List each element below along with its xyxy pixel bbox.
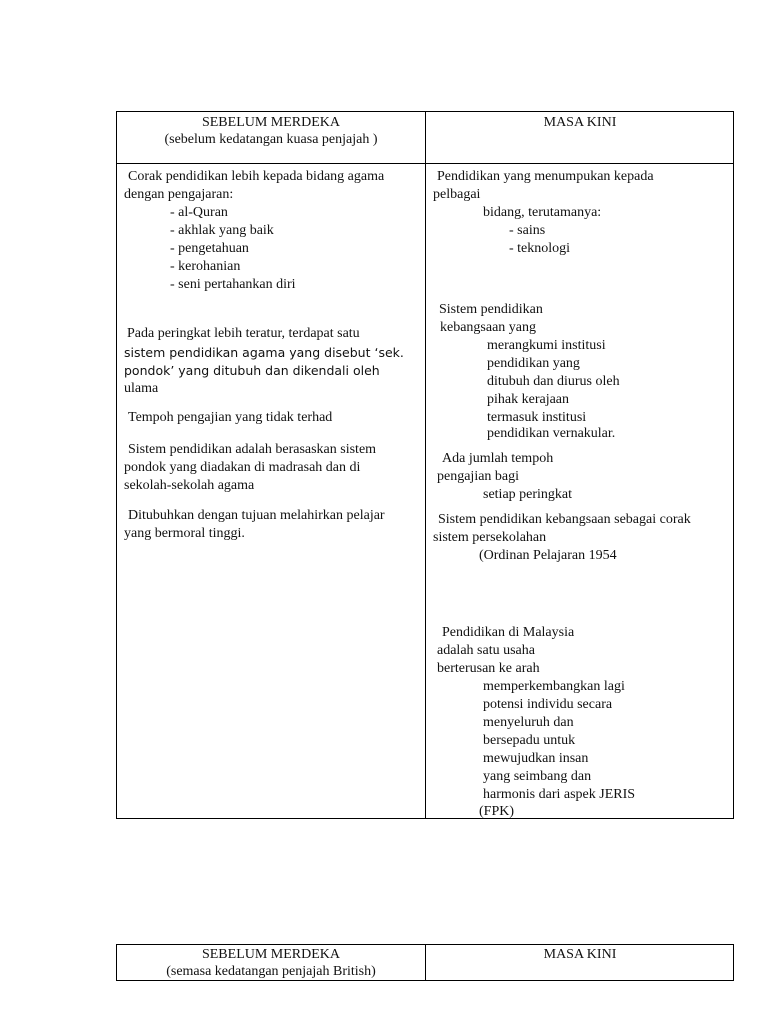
left-bullet: - seni pertahankan diri — [170, 277, 296, 292]
right-p2-line: termasuk institusi — [487, 410, 587, 425]
right-bullet: - teknologi — [509, 241, 571, 256]
right-p5-line: menyeluruh dan — [483, 715, 574, 730]
left-bullet: - al-Quran — [170, 205, 228, 220]
left-p4-line1: Sistem pendidikan adalah berasaskan sistem — [128, 442, 377, 457]
header-left-subtitle: (sebelum kedatangan kuasa penjajah ) — [164, 132, 378, 147]
right-p2-line: pihak kerajaan — [487, 392, 570, 407]
right-p2-line: ditubuh dan diurus oleh — [487, 374, 620, 389]
right-p5-line: memperkembangkan lagi — [483, 679, 625, 694]
left-p5-line2: yang bermoral tinggi. — [124, 526, 245, 541]
right-p5-line: adalah satu usaha — [437, 643, 535, 658]
right-p5-line: bersepadu untuk — [483, 733, 576, 748]
right-bullet: - sains — [509, 223, 546, 238]
right-p5-line: potensi individu secara — [483, 697, 613, 712]
right-p4-line: sistem persekolahan — [433, 530, 547, 545]
right-p1-line3: bidang, terutamanya: — [483, 205, 602, 220]
right-p2-line: Sistem pendidikan — [439, 302, 543, 317]
left-p2-line2: sistem pendidikan agama yang disebut ‘sek. — [124, 345, 404, 360]
header-divider — [117, 163, 733, 164]
right-p1-line2: pelbagai — [433, 187, 481, 202]
left-p2-line1: Pada peringkat lebih teratur, terdapat satu — [127, 326, 360, 341]
left-p4-line3: sekolah-sekolah agama — [124, 478, 255, 493]
left-bullet: - kerohanian — [170, 259, 241, 274]
right-p5-line: harmonis dari aspek JERIS — [483, 787, 636, 802]
right-p2-line: pendidikan vernakular. — [487, 426, 616, 441]
left-p5-line1: Ditubuhkan dengan tujuan melahirkan pelajar — [128, 508, 385, 523]
left-p1-line1: Corak pendidikan lebih kepada bidang agama — [128, 169, 385, 184]
column-divider — [425, 112, 426, 818]
left-bullet: - pengetahuan — [170, 241, 249, 256]
right-p3-line: setiap peringkat — [483, 487, 573, 502]
right-p3-line: pengajian bagi — [437, 469, 520, 484]
header-right-title: MASA KINI — [543, 115, 617, 130]
left-p2-line3: pondok’ yang ditubuh dan dikendali oleh — [124, 363, 380, 378]
comparison-table-1 — [116, 111, 734, 819]
right-p5-line: Pendidikan di Malaysia — [442, 625, 575, 640]
right-p2-line: pendidikan yang — [487, 356, 580, 371]
left-bullet: - akhlak yang baik — [170, 223, 274, 238]
left-p4-line2: pondok yang diadakan di madrasah dan di — [124, 460, 361, 475]
right-p5-line: yang seimbang dan — [483, 769, 592, 784]
left-p3: Tempoh pengajian yang tidak terhad — [128, 410, 333, 425]
right-p1-line1: Pendidikan yang menumpukan kepada — [437, 169, 654, 184]
header-right-title: MASA KINI — [543, 947, 617, 962]
right-p2-line: kebangsaan yang — [440, 320, 537, 335]
header-left-title: SEBELUM MERDEKA — [201, 115, 341, 130]
header-left-title: SEBELUM MERDEKA — [201, 947, 341, 962]
header-left-subtitle: (semasa kedatangan penjajah British) — [166, 964, 376, 979]
left-p1-line2: dengan pengajaran: — [124, 187, 234, 202]
right-p4-line: Sistem pendidikan kebangsaan sebagai corak — [438, 512, 691, 527]
left-p2-line4: ulama — [124, 381, 159, 396]
comparison-table-2 — [116, 944, 734, 981]
right-p5-line: mewujudkan insan — [483, 751, 589, 766]
right-p4-line: (Ordinan Pelajaran 1954 — [479, 548, 617, 563]
right-p5-line: berterusan ke arah — [437, 661, 540, 676]
right-p3-line: Ada jumlah tempoh — [442, 451, 554, 466]
right-p2-line: merangkumi institusi — [487, 338, 606, 353]
right-p5-line: (FPK) — [479, 804, 515, 819]
